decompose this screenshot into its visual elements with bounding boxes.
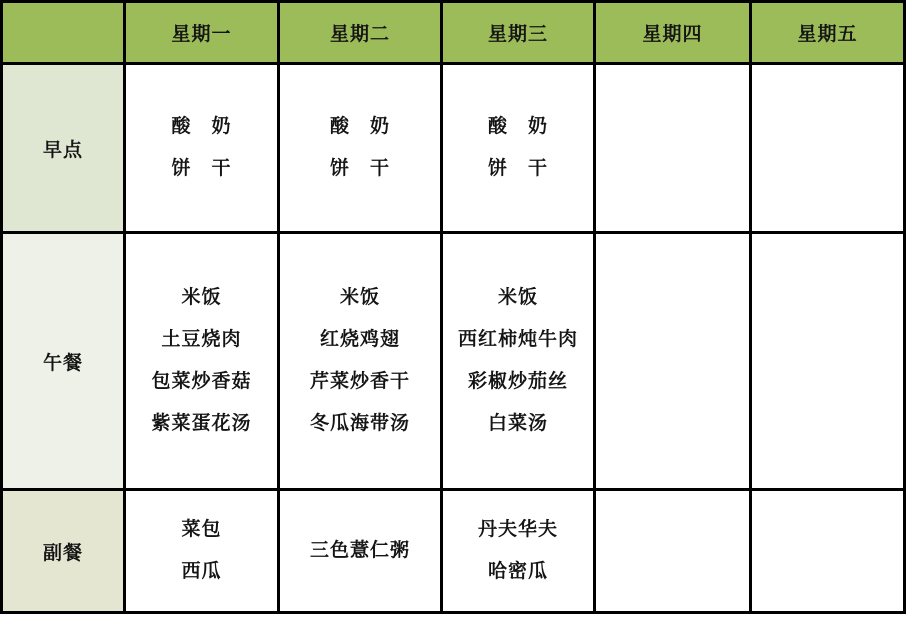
row-label-1: 午餐: [2, 233, 125, 490]
menu-cell-r2-c1: [279, 490, 442, 613]
menu-row-2: [2, 490, 905, 613]
dish-line: 包菜炒香菇: [151, 371, 252, 392]
dish-line: 米饭: [497, 287, 538, 308]
menu-body: [2, 64, 905, 613]
row-label-2: 副餐: [2, 490, 125, 613]
menu-cell-r1-c3: [595, 233, 751, 490]
menu-row-0: [2, 64, 905, 233]
dish-line: 彩椒炒茄丝: [467, 371, 568, 392]
header-row: [2, 2, 905, 64]
menu-cell-r1-c4: [751, 233, 905, 490]
dish-line: 饼 干: [329, 158, 390, 179]
menu-cell-r2-c3: [595, 490, 751, 613]
day-header-3: 星期三: [442, 2, 595, 64]
menu-cell-r2-c2: [442, 490, 595, 613]
dish-line: 紫菜蛋花汤: [151, 413, 252, 434]
dish-line: 芹菜炒香干: [309, 371, 410, 392]
menu-header: [2, 2, 905, 64]
dish-line: 米饭: [339, 287, 380, 308]
menu-cell-r1-c0: [125, 233, 279, 490]
dish-line: 西瓜: [181, 561, 222, 582]
menu-cell-r1-c2: [442, 233, 595, 490]
dish-line: 哈密瓜: [487, 561, 548, 582]
corner-cell: [2, 2, 125, 64]
dish-line: 酸 奶: [329, 116, 390, 137]
menu-cell-r1-c1: [279, 233, 442, 490]
menu-cell-r0-c0: [125, 64, 279, 233]
row-label-0: 早点: [2, 64, 125, 233]
dish-line: 冬瓜海带汤: [309, 413, 410, 434]
dish-line: 西红柿炖牛肉: [457, 329, 578, 350]
dish-line: 米饭: [181, 287, 222, 308]
dish-line: 丹夫华夫: [477, 519, 558, 540]
menu-cell-r0-c3: [595, 64, 751, 233]
dish-line: 红烧鸡翅: [319, 329, 400, 350]
menu-cell-r0-c4: [751, 64, 905, 233]
menu-cell-r2-c4: [751, 490, 905, 613]
menu-cell-r0-c2: [442, 64, 595, 233]
dish-line: 饼 干: [171, 158, 232, 179]
dish-line: 土豆烧肉: [161, 329, 242, 350]
dish-line: 酸 奶: [487, 116, 548, 137]
day-header-2: 星期二: [279, 2, 442, 64]
dish-line: 三色薏仁粥: [309, 540, 410, 561]
dish-line: 饼 干: [487, 158, 548, 179]
dish-line: 酸 奶: [171, 116, 232, 137]
menu-row-1: [2, 233, 905, 490]
menu-cell-r2-c0: [125, 490, 279, 613]
dish-line: 白菜汤: [487, 413, 548, 434]
dish-line: 菜包: [181, 519, 222, 540]
day-header-1: 星期一: [125, 2, 279, 64]
day-header-4: 星期四: [595, 2, 751, 64]
day-header-5: 星期五: [751, 2, 905, 64]
menu-cell-r0-c1: [279, 64, 442, 233]
